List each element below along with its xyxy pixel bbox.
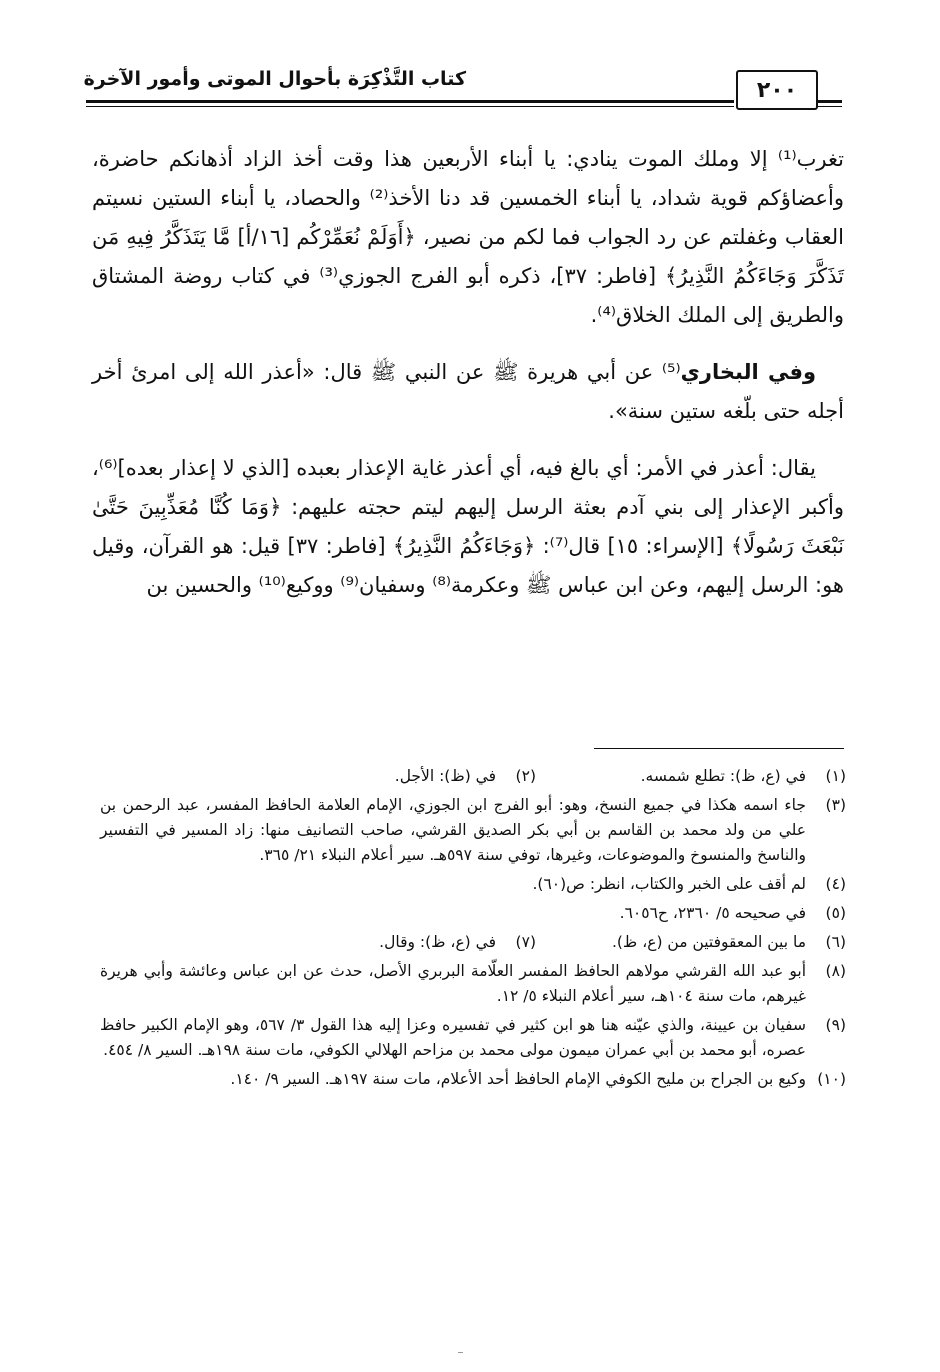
footnote-text: في صحيحه ٥/ ٢٣٦٠، ح٦٠٥٦.	[619, 904, 806, 922]
footnote-number: (٦)	[825, 933, 846, 951]
footnote-text: لم أقف على الخبر والكتاب، انظر: ص(٦٠).	[532, 875, 806, 893]
footnote-number: (٥)	[825, 904, 846, 922]
footnote-5	[100, 901, 846, 926]
running-header	[83, 62, 842, 116]
paragraph-2	[92, 353, 844, 431]
footnote-7	[266, 930, 536, 955]
footnote-1	[576, 764, 846, 789]
paragraph-2-body: ⁽⁵⁾ عن أبي هريرة ﷺ عن النبي ﷺ قال: «أعذر الله إلى امرئ أخر أجله حتى بلّغه ستين سنة».	[92, 360, 844, 423]
footnote-9	[100, 1013, 846, 1063]
footnote-3	[100, 793, 846, 868]
footnote-text: جاء اسمه هكذا في جميع النسخ، وهو: أبو الفرج ابن الجوزي، الإمام العلامة الحافظ المفسر، عبد الرحمن بن علي من ولد محمد بن القاسم بن أبي بكر الصديق القرشي، صاحب التصانيف منها: زاد المسير في التفسير والناسخ والمنسوخ والموضوعات، وغيرها، توفي سنة ٥٩٧هـ. سير أعلام النبلاء ٢١/ ٣٦٥.	[100, 796, 806, 864]
footnote-6	[576, 930, 846, 955]
page-number: ٢٠٠	[736, 70, 818, 110]
footnote-text: في (ع، ظ): تطلع شمسه.	[640, 767, 806, 785]
footnote-text: وكيع بن الجراح بن مليح الكوفي الإمام الحافظ أحد الأعلام، مات سنة ١٩٧هـ. السير ٩/ ١٤٠.	[230, 1070, 806, 1088]
footnote-number: (١٠)	[817, 1070, 846, 1088]
footnote-text: ما بين المعقوفتين من (ع، ظ).	[611, 933, 806, 951]
footnote-number: (١)	[825, 767, 846, 785]
footnote-number: (٨)	[825, 962, 846, 980]
book-title: كتاب التَّذْكِرَة بأحوال الموتى وأمور الآخرة	[83, 68, 466, 90]
header-rule-thin	[86, 106, 734, 107]
footnote-10	[100, 1067, 846, 1092]
paragraph-1: تغرب⁽¹⁾ إلا وملك الموت ينادي: يا أبناء الأربعين هذا وقت أخذ الزاد أذهانكم حاضرة، وأعضاؤكم قوية شداد، يا أبناء الخمسين قد دنا الأخذ⁽²⁾ والحصاد، يا أبناء الستين نسيتم العقاب وغفلتم عن رد الجواب فما لكم من نصير، ﴿أَوَلَمْ نُعَمِّرْكُم [١٦/أ] مَّا يَتَذَكَّرُ فِيهِ مَن تَذَكَّرَ وَجَاءَكُمُ النَّذِيرُ﴾ [فاطر: ٣٧]، ذكره أبو الفرج الجوزي⁽³⁾ في كتاب روضة المشتاق والطريق إلى الملك الخلاق⁽⁴⁾.	[92, 147, 845, 327]
paragraph-2-lead: وفي البخاري	[680, 360, 816, 384]
footnote-number: (٤)	[825, 875, 846, 893]
main-text	[92, 140, 844, 623]
footnote-number: (٢)	[515, 767, 536, 785]
footnote-row-1-2	[100, 764, 846, 789]
footnote-number: (٩)	[825, 1016, 846, 1034]
footnote-text: في (ع، ظ): وقال.	[379, 933, 496, 951]
footnote-text: سفيان بن عيينة، والذي عيّنه هنا هو ابن كثير في تفسيره وعزا إليه هذا القول ٣/ ٥٦٧، وهو الإمام الكبير حافظ عصره، أبو محمد بن أبي عمران ميمون مولى محمد بن مزاحم الهلالي الكوفي، مات سنة ١٩٨هـ. السير ٨/ ٤٥٤.	[100, 1016, 806, 1059]
footnote-8	[100, 959, 846, 1009]
footnotes	[100, 764, 846, 1096]
header-rule-right-thin	[818, 106, 842, 107]
footnote-text: في (ظ): الأجل.	[394, 767, 496, 785]
footnote-4	[100, 872, 846, 897]
footnote-separator	[594, 748, 844, 749]
header-rule	[86, 100, 734, 103]
footnote-text: أبو عبد الله القرشي مولاهم الحافظ المفسر العلّامة البربري الأصل، حدث عن ابن عباس وعائشة وأبي هريرة غيرهم، مات سنة ١٠٤هـ، سير أعلام النبلاء ٥/ ١٢.	[100, 962, 806, 1005]
footnote-2	[266, 764, 536, 789]
paragraph-3: يقال: أعذر في الأمر: أي بالغ فيه، أي أعذر غاية الإعذار بعبده [الذي لا إعذار بعده]⁽⁶⁾، وأكبر الإعذار إلى بني آدم بعثة الرسل إليهم ليتم حجته عليهم: ﴿وَمَا كُنَّا مُعَذِّبِينَ حَتَّىٰ نَبْعَثَ رَسُولًا﴾ [الإسراء: ١٥] قال⁽⁷⁾: ﴿وَجَاءَكُمُ النَّذِيرُ﴾ [فاطر: ٣٧] قيل: هو القرآن، وقيل هو: الرسل إليهم، وعن ابن عباس ﷺ وعكرمة⁽⁸⁾ وسفيان⁽⁹⁾ ووكيع⁽¹⁰⁾ والحسين بن	[92, 456, 844, 597]
footnote-row-6-7	[100, 930, 846, 955]
footnote-number: (٧)	[515, 933, 536, 951]
footnote-number: (٣)	[825, 796, 846, 814]
header-rule-right	[818, 100, 842, 103]
scan-artifact	[458, 1352, 463, 1353]
